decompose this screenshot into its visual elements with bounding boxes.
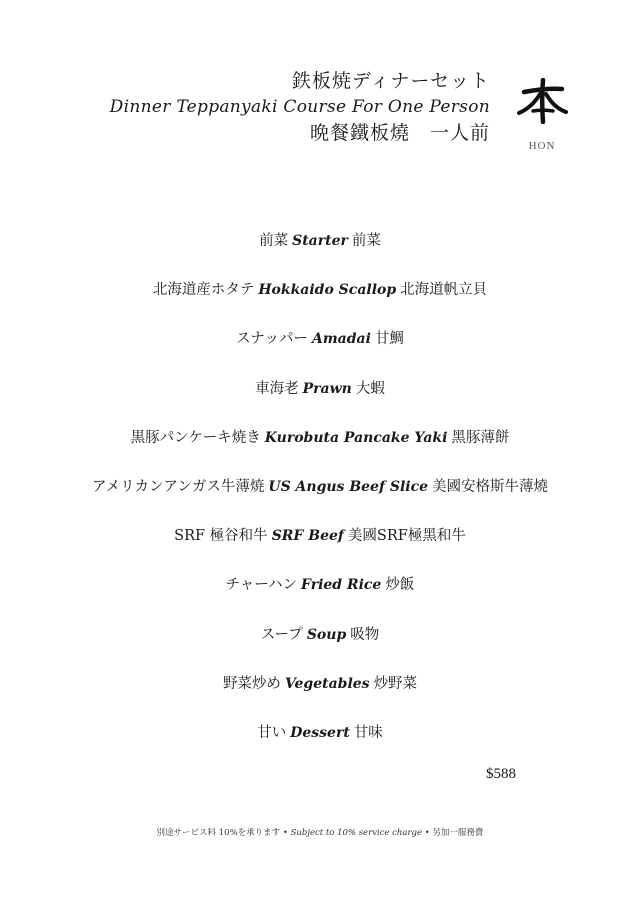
footer-jp: 別途サービス料 10%を承ります: [156, 828, 281, 838]
restaurant-logo: [512, 78, 572, 152]
course-item: [0, 718, 640, 767]
title-english: Dinner Teppanyaki Course For One Person: [109, 97, 490, 117]
title-japanese: 鉄板焼ディナーセット: [291, 70, 490, 92]
menu-header: [110, 68, 490, 146]
course-en: Prawn: [302, 380, 352, 397]
course-jp: 黒豚パンケーキ焼き: [130, 429, 261, 446]
footer-en: Subject to 10% service charge: [290, 828, 422, 838]
course-cn: 炒飯: [385, 577, 415, 594]
course-item: [0, 570, 640, 619]
course-cn: 甘味: [353, 724, 383, 741]
course-item: [0, 275, 640, 324]
service-charge-note: [0, 826, 640, 838]
course-cn: 吸物: [350, 626, 380, 643]
course-cn: 大蝦: [355, 380, 385, 397]
course-en: Vegetables: [284, 675, 370, 692]
course-jp: 車海老: [255, 380, 299, 397]
course-en: SRF Beef: [271, 528, 344, 545]
course-cn: 北海道帆立貝: [400, 282, 488, 299]
course-cn: 炒野菜: [373, 675, 418, 692]
course-cn: 前菜: [351, 233, 381, 249]
footer-cn: 另加一服務費: [432, 828, 484, 838]
course-en: Hokkaido Scallop: [258, 282, 397, 299]
title-chinese: 晩餐鐵板燒 一人前: [309, 122, 490, 144]
course-item: [0, 374, 640, 423]
course-jp: チャーハン: [225, 577, 297, 594]
course-item: [0, 324, 640, 373]
course-cn: 甘鯛: [374, 331, 404, 348]
hon-calligraphy-logo-icon: [516, 78, 568, 124]
course-jp: 北海道産ホタテ: [152, 282, 255, 299]
course-en: US Angus Beef Slice: [268, 478, 429, 495]
course-jp: 野菜炒め: [222, 675, 281, 692]
course-item: [0, 472, 640, 521]
course-jp: スープ: [260, 626, 303, 643]
course-item: [0, 423, 640, 472]
course-jp: 甘い: [257, 724, 287, 741]
course-item: [0, 521, 640, 570]
course-item: [0, 226, 640, 275]
logo-text: HON: [528, 140, 556, 152]
course-en: Amadai: [311, 331, 371, 348]
course-item: [0, 669, 640, 718]
course-jp: SRF 極谷和牛: [174, 528, 268, 545]
course-item: [0, 620, 640, 669]
course-en: Kurobuta Pancake Yaki: [264, 429, 448, 446]
course-en: Fried Rice: [301, 577, 382, 594]
course-cn: 黑豚薄餅: [451, 429, 510, 446]
footer-separator: •: [280, 828, 291, 838]
course-jp: アメリカンアンガス牛薄焼: [91, 478, 265, 495]
course-en: Starter: [292, 233, 348, 249]
set-price: $588: [486, 766, 516, 782]
course-cn: 美國安格斯牛薄燒: [432, 478, 549, 495]
footer-separator: •: [422, 828, 433, 838]
course-list: [0, 226, 640, 767]
course-en: Dessert: [290, 724, 350, 741]
course-cn: 美國SRF極黑和牛: [347, 528, 466, 545]
course-jp: スナッパー: [236, 331, 308, 348]
course-jp: 前菜: [259, 233, 289, 249]
course-en: Soup: [306, 626, 347, 643]
